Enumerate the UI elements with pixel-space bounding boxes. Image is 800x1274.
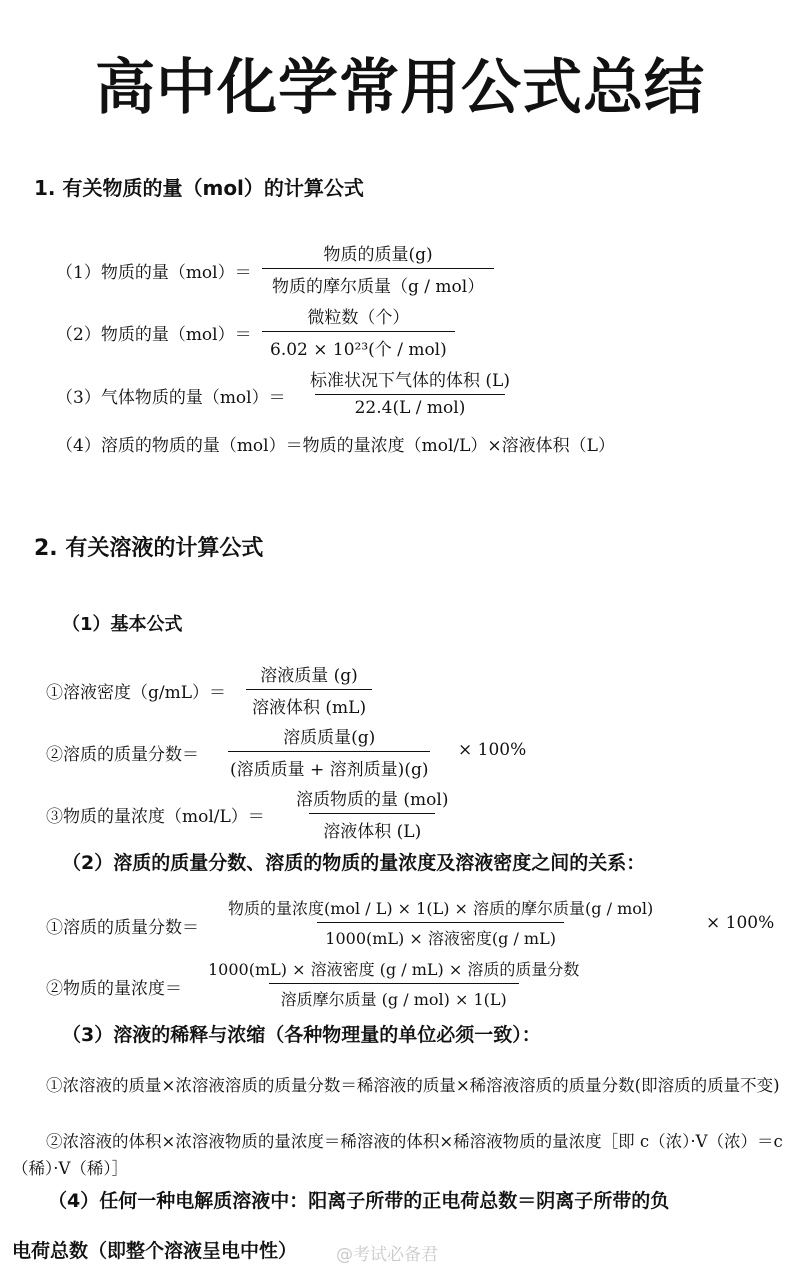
s2-sub1-formula2-numerator: 溶质质量(g) (283, 728, 376, 748)
s2-sub2-formula1-tail: × 100% (706, 913, 775, 933)
s2-sub2-formula2-numerator: 1000(mL) × 溶液密度 (g / mL) × 溶质的质量分数 (208, 960, 580, 979)
s1-formula4: （4）溶质的物质的量（mol）＝物质的量浓度（mol/L）×溶液体积（L） (56, 436, 615, 456)
section1-heading: 1. 有关物质的量（mol）的计算公式 (34, 176, 364, 200)
s2-sub1-formula3-denominator: 溶液体积 (L) (309, 813, 435, 842)
s1-formula3-fraction (304, 366, 516, 418)
s2-sub2-formula1-label: ①溶质的质量分数＝ (46, 918, 199, 938)
s2-sub2-formula2-denominator: 溶质摩尔质量 (g / mol) × 1(L) (269, 983, 519, 1010)
s2-sub1-heading: （1）基本公式 (62, 614, 183, 635)
s1-formula2-label: （2）物质的量（mol）＝ (56, 325, 252, 345)
s2-sub3-paragraph1: ①浓溶液的质量×浓溶液溶质的质量分数＝稀溶液的质量×稀溶液溶质的质量分数(即溶质的质量不变) (46, 1076, 780, 1095)
s2-sub2-heading: （2）溶质的质量分数、溶质的物质的量浓度及溶液密度之间的关系： (62, 852, 646, 874)
s2-sub4-line2: 电荷总数（即整个溶液呈电中性） (12, 1240, 298, 1262)
s2-sub1-formula2-label: ②溶质的质量分数＝ (46, 745, 199, 765)
s2-sub1-formula3-numerator: 溶质物质的量 (mol) (296, 790, 449, 810)
s1-formula3-numerator: 标准状况下气体的体积 (L) (310, 371, 510, 391)
watermark: @考试必备君 (336, 1245, 438, 1265)
page-title: 高中化学常用公式总结 (95, 53, 705, 123)
s1-formula2-numerator: 微粒数（个） (307, 308, 410, 328)
section2-heading: 2. 有关溶液的计算公式 (34, 536, 264, 561)
s2-sub2-formula1-fraction (222, 896, 659, 949)
s1-formula1-numerator: 物质的质量(g) (323, 245, 433, 265)
s2-sub1-formula2-fraction (228, 723, 430, 780)
s2-sub1-formula2-tail: × 100% (458, 740, 527, 760)
s1-formula2-fraction (262, 303, 455, 360)
s1-formula2-denominator: 6.02 × 10²³(个 / mol) (262, 331, 455, 360)
s2-sub2-formula1-numerator: 物质的量浓度(mol / L) × 1(L) × 溶质的摩尔质量(g / mol) (228, 899, 654, 918)
s2-sub3-paragraph2: ②浓溶液的体积×浓溶液物质的量浓度＝稀溶液的体积×稀溶液物质的量浓度［即 c（浓）·V（浓）＝c（稀）·V（稀）］ (12, 1132, 783, 1178)
s2-sub1-formula2-denominator: (溶质质量 + 溶剂质量)(g) (228, 751, 430, 780)
s2-sub1-formula1-denominator: 溶液体积 (mL) (246, 689, 372, 718)
s2-sub2-formula1-denominator: 1000(mL) × 溶液密度(g / mL) (317, 922, 564, 949)
s2-sub1-formula3-fraction (290, 785, 454, 842)
s1-formula3-label: （3）气体物质的量（mol）＝ (56, 388, 286, 408)
s2-sub2-formula2-fraction (202, 957, 585, 1010)
s2-sub1-formula1-fraction (246, 661, 372, 718)
s2-sub3-heading: （3）溶液的稀释与浓缩（各种物理量的单位必须一致）： (62, 1024, 541, 1046)
s2-sub4-line1: （4）任何一种电解质溶液中：阳离子所带的正电荷总数＝阴离子所带的负 (48, 1190, 670, 1212)
s2-sub1-formula1-label: ①溶液密度（g/mL）＝ (46, 683, 227, 703)
s2-sub1-formula3-label: ③物质的量浓度（mol/L）＝ (46, 807, 265, 827)
s2-sub2-formula2-label: ②物质的量浓度＝ (46, 979, 182, 999)
s1-formula1-denominator: 物质的摩尔质量（g / mol） (262, 268, 494, 297)
s2-sub1-formula1-numerator: 溶液质量 (g) (260, 666, 358, 686)
s1-formula3-denominator: 22.4(L / mol) (315, 394, 506, 418)
s1-formula1-fraction (262, 240, 494, 297)
s1-formula1-label: （1）物质的量（mol）＝ (56, 263, 252, 283)
